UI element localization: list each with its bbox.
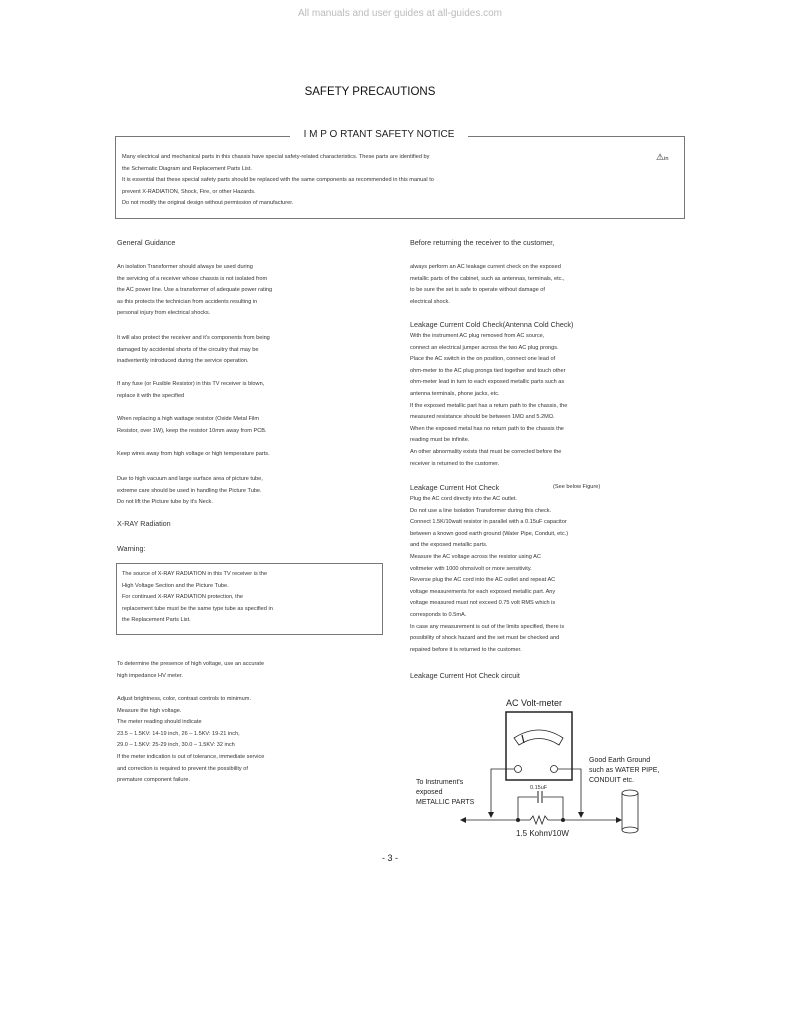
text-line: Measure the high voltage. [117,707,182,714]
text-line: ohm-meter to the AC plug prongs tied together and touch other [410,367,566,374]
text-line: reading must be infinite. [410,437,470,444]
text-line: voltage measured must not exceed 0.75 volt RMS which is [410,600,556,607]
text-line: It will also protect the receiver and it's components from being [117,335,270,341]
before-returning-heading: Before returning the receiver to the customer, [410,238,555,247]
text-line: Resistor, over 1W), keep the resistor 10mm away from PCB. [117,427,267,434]
resistor-label: 1.5 Kohm/10W [516,829,569,838]
text-line: Plug the AC cord directly into the AC outlet. [410,496,517,502]
meter-label: AC Volt-meter [506,698,563,708]
voltmeter-box [506,712,572,780]
water-pipe-icon [622,793,638,830]
text-line: and the exposed metallic parts. [410,542,488,549]
instrument-label-1: To Instrument's [416,779,464,786]
warning-text [122,569,273,627]
text-line: ohm-meter lead in turn to each exposed metallic parts such as [410,379,565,386]
text-line: For continued X-RAY RADIATION protection, the [122,594,243,601]
symbol-suffix: in [664,156,669,162]
text-line: In case any measurement is out of the limits specified, there is [410,623,565,630]
text-line: premature component failure. [117,777,191,784]
meter-dial-icon [514,730,563,745]
text-line: 29.0 – 1.5KV: 25-29 inch, 30.0 – 1.5KV: 32 inch [117,742,235,749]
text-line: Measure the AC voltage across the resistor using AC [410,553,541,560]
xray-heading: X-RAY Radiation [117,519,171,528]
text-line: high impedance HV meter. [117,672,183,679]
text-line: An isolation Transformer should always be used during [117,264,253,270]
notice-text [122,152,434,210]
text-line: Adjust brightness, color, contrast controls to minimum. [117,696,251,702]
paragraph [117,659,264,682]
instrument-label-3: METALLIC PARTS [416,799,475,806]
text-line: Do not use a line Isolation Transformer during this check. [410,507,552,514]
text-line: When the exposed metal has no return path to the chassis the [410,425,564,432]
text-line: Do not modify the original design without permission of manufacturer. [122,200,294,207]
text-line: the Replacement Parts List. [122,617,191,624]
paragraph [117,474,263,509]
site-watermark: All manuals and user guides at all-guides.com [298,8,502,19]
text-line: To determine the presence of high voltage, use an accurate [117,661,265,667]
leakage-circuit-diagram [400,690,700,870]
text-line: damaged by accidental shorts of the circuitry that may be [117,346,259,353]
text-line: possibility of shock hazard and the set must be checked and [410,635,560,642]
general-guidance-heading: General Guidance [117,238,176,247]
terminal [551,766,558,773]
page-title: SAFETY PRECAUTIONS [304,86,436,98]
text-line: voltage measurements for each exposed metallic part. Any [410,588,556,595]
paragraph [117,379,264,402]
text-line: to be sure the set is safe to operate without damage of [410,287,545,294]
text-line: If the meter indication is out of tolerance, immediate service [117,753,265,760]
text-line: always perform an AC leakage current check on the exposed [410,264,561,270]
paragraph [117,449,270,461]
capacitor-label: 0.15uF [530,785,548,791]
text-line: as this protects the technician from accidents resulting in [117,298,258,305]
paragraph [410,262,565,308]
resistor-symbol [530,816,548,824]
hot-check-heading: Leakage Current Hot Check [410,483,500,492]
ground-label-1: Good Earth Ground [589,757,651,764]
paragraph [117,333,270,368]
text-line: The source of X-RAY RADIATION in this TV receiver is the [122,571,268,577]
page-number: - 3 - [382,853,399,863]
ground-label-2: such as WATER PIPE, [589,767,660,774]
circuit-heading: Leakage Current Hot Check circuit [410,671,520,680]
paragraph [117,262,272,320]
text-line: between a known good earth ground (Water Pipe, Conduit, etc.) [410,530,569,537]
text-line: An other abnormality exists that must be corrected before the [410,448,562,455]
text-line: antenna terminals, phone jacks, etc. [410,390,500,397]
paragraph [410,494,568,656]
text-line: Reverse plug the AC cord into the AC outlet and repeat AC [410,577,556,584]
text-line: If any fuse (or Fusible Resistor) in this TV receiver is blown, [117,381,265,387]
text-line: corresponds to 0.5mA. [410,611,467,618]
text-line: metallic parts of the cabinet, such as antennas, terminals, etc., [410,275,565,282]
text-line: and correction is required to prevent the possibility of [117,765,248,772]
text-line: The meter reading should indicate [117,719,202,726]
paragraph [117,694,264,787]
text-line: Due to high vacuum and large surface area of picture tube, [117,476,263,482]
text-line: the AC power line. Use a transformer of adequate power rating [117,287,273,294]
text-line: measured resistance should be between 1MΩ and 5.2MΩ. [410,414,555,421]
text-line: repaired before it is returned to the customer. [410,646,522,653]
warning-triangle-icon: ⚠in [656,152,669,162]
text-line: 23.5 – 1.5KV: 14-19 inch, 26 – 1.5KV: 19-21 inch, [117,730,240,737]
text-line: Place the AC switch in the on position, connect one lead of [410,356,556,363]
text-line: connect an electrical jumper across the two AC plug prongs. [410,344,559,351]
text-line: Connect 1.5K/10watt resistor in parallel with a 0.15uF capacitor [410,519,567,526]
text-line: inadvertently introduced during the service operation. [117,358,249,365]
warning-heading: Warning: [117,544,146,553]
text-line: prevent X-RADIATION, Shock, Fire, or other Hazards. [122,188,256,195]
text-line: It is essential that these special safety parts should be replaced with the same components as recommended in this manual to [122,177,434,184]
text-line: Keep wires away from high voltage or high temperature parts. [117,451,270,457]
text-line: the Schematic Diagram and Replacement Parts List. [122,165,252,172]
text-line: replace it with the specified [117,392,185,399]
text-line: the servicing of a receiver whose chassis is not isolated from [117,275,268,282]
text-line: voltmeter with 1000 ohms/volt or more sensitivity. [410,565,532,572]
text-line: electrical shock. [410,298,450,305]
text-line: extreme care should be used in handling the Picture Tube. [117,487,262,494]
instrument-label-2: exposed [416,789,443,796]
paragraph [410,331,567,470]
text-line: replacement tube must be the same type tube as specified in [122,605,273,612]
meter-needle [522,735,524,743]
terminal [515,766,522,773]
text-line: When replacing a high wattage resistor (Oxide Metal Film [117,416,260,422]
text-line: Do not lift the Picture tube by it's Neck. [117,499,213,506]
text-line: If the exposed metallic part has a return path to the chassis, the [410,402,568,409]
notice-title: I M P O RTANT SAFETY NOTICE [303,129,455,140]
see-figure-note: (See below Figure) [553,484,601,490]
text-line: With the instrument AC plug removed from AC source, [410,333,545,339]
text-line: Many electrical and mechanical parts in this chassis have special safety-related characteristics. These parts are identified by [122,154,430,160]
paragraph [117,414,267,437]
text-line: High Voltage Section and the Picture Tube. [122,582,229,589]
text-line: personal injury from electrical shocks. [117,310,211,317]
text-line: receiver is returned to the customer. [410,460,500,467]
ground-label-3: CONDUIT etc. [589,777,634,784]
cold-check-heading: Leakage Current Cold Check(Antenna Cold Check) [410,320,574,329]
